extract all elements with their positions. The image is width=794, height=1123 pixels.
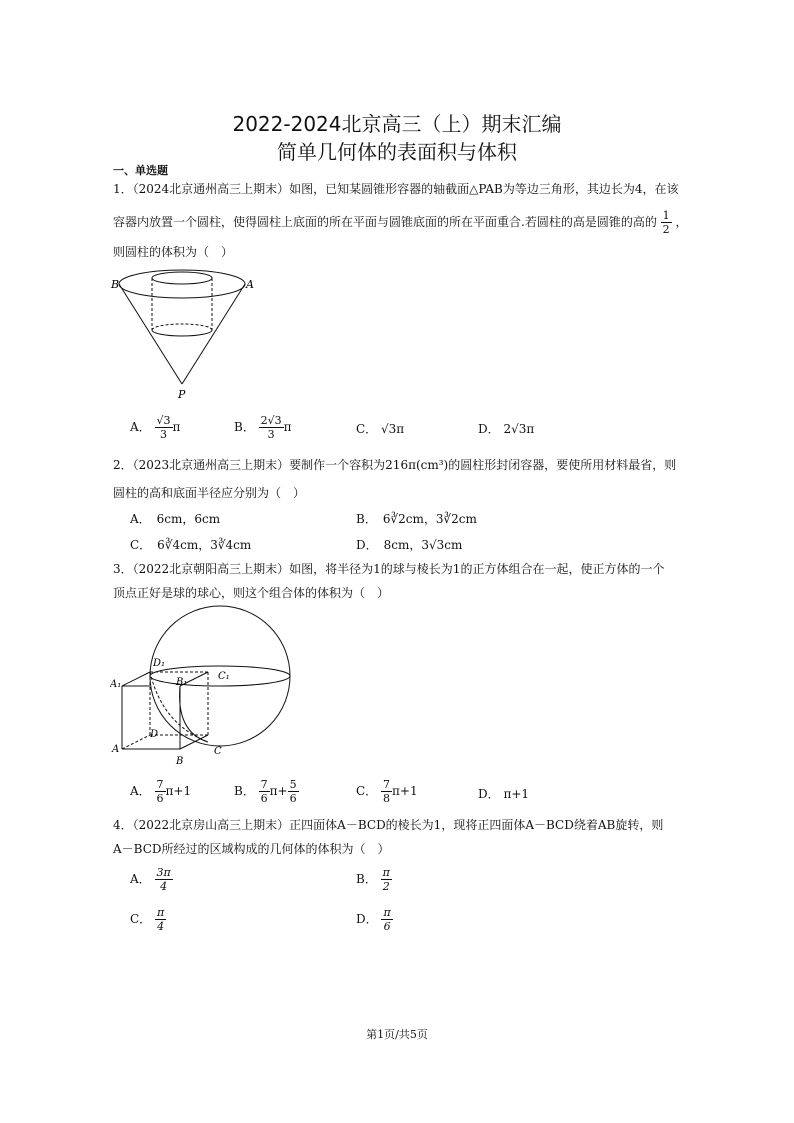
option-tail: π <box>283 420 292 434</box>
option-tail: π+1 <box>392 784 418 798</box>
label-B: B <box>111 278 120 291</box>
page-footer: 第1页/共5页 <box>366 1028 428 1041</box>
fraction-denominator: 6 <box>289 792 297 805</box>
option-label: C． <box>130 912 152 926</box>
fraction-numerator: 7 <box>260 778 268 791</box>
fraction-denominator: 6 <box>383 920 391 933</box>
fraction-denominator: 4 <box>157 920 165 933</box>
fraction-numerator: π <box>157 906 165 919</box>
q1-line-3: 则圆柱的体积为（ ） <box>113 245 234 259</box>
q2-option-d[interactable]: D． 8cm，3√3cm <box>356 538 463 552</box>
option-label: A． <box>130 420 151 434</box>
option-a-fraction <box>155 866 173 893</box>
q2-option-b[interactable]: B． 6∛2cm，3∛2cm <box>356 512 477 526</box>
option-label: D． <box>478 422 500 436</box>
option-tail: π+1 <box>165 784 192 798</box>
option-c-fraction <box>381 778 392 805</box>
label-C: C <box>214 746 222 757</box>
q3-option-d[interactable] <box>478 785 529 802</box>
fraction-denominator: 2 <box>662 223 670 236</box>
label-B1: B₁ <box>176 677 188 688</box>
label-C1: C₁ <box>218 671 230 682</box>
option-text: √3π <box>381 422 405 436</box>
title-line-1: 2022-2024北京高三（上）期末汇编 <box>232 112 562 136</box>
fraction-denominator: 2 <box>382 880 390 893</box>
q2-option-a[interactable]: A． 6cm，6cm <box>130 512 221 526</box>
option-label: D． <box>478 787 500 801</box>
q3-line-2: 顶点正好是球的球心，则这个组合体的体积为（ ） <box>113 586 390 600</box>
option-label: C． <box>356 784 378 798</box>
q1-option-a[interactable] <box>130 414 180 441</box>
option-d-fraction <box>381 906 392 933</box>
fraction-denominator: 3 <box>267 428 275 441</box>
fraction-numerator: 5 <box>289 778 297 791</box>
label-D1: D₁ <box>153 658 166 669</box>
option-text: π+1 <box>503 787 530 801</box>
label-A: A <box>246 278 254 291</box>
option-a-fraction <box>155 414 173 441</box>
option-label: C． <box>356 422 378 436</box>
option-text: 2√3π <box>503 422 535 436</box>
q3-option-b[interactable] <box>234 778 299 805</box>
option-b-fraction <box>381 866 392 893</box>
q4-line-2: A－BCD所经过的区域构成的几何体的体积为（ ） <box>113 842 390 856</box>
fraction-denominator: 6 <box>260 792 268 805</box>
fraction-numerator: √3 <box>156 414 171 427</box>
label-A: A <box>112 744 120 755</box>
q1-line-2 <box>113 209 688 236</box>
label-B: B <box>176 756 184 767</box>
fraction-numerator: 2√3 <box>260 414 282 427</box>
q2-option-c[interactable]: C． 6∛4cm，3∛4cm <box>130 538 252 552</box>
fraction-numerator: π <box>382 866 390 879</box>
option-b-fraction-1 <box>259 778 270 805</box>
label-A1: A₁ <box>110 679 122 690</box>
q1-option-d[interactable] <box>478 420 534 437</box>
label-D: D <box>150 729 159 740</box>
fraction-denominator: 8 <box>383 792 391 805</box>
q3-option-a[interactable] <box>130 778 191 805</box>
q1-line-1: 1．（2024北京通州高三上期末）如图，已知某圆锥形容器的轴截面△PAB为等边三角形，其边长为4，在该 <box>113 182 679 196</box>
option-label: B． <box>234 784 255 798</box>
option-label: B． <box>356 872 377 886</box>
title-line-2: 简单几何体的表面积与体积 <box>277 140 517 164</box>
option-b-fraction-2 <box>288 778 299 805</box>
option-label: B． <box>234 420 255 434</box>
label-P: P <box>178 388 186 401</box>
fraction-denominator: 4 <box>160 880 168 893</box>
fraction-numerator: 7 <box>156 778 164 791</box>
fraction-numerator: 7 <box>383 778 391 791</box>
option-label: D． <box>356 912 378 926</box>
q4-line-1: 4．（2022北京房山高三上期末）正四面体A－BCD的棱长为1，现将正四面体A－BCD绕着AB旋转，则 <box>113 818 664 832</box>
q1-option-b[interactable] <box>234 414 292 441</box>
option-tail: π <box>172 420 181 434</box>
q1-line-2-text: 容器内放置一个圆柱，使得圆柱上底面的所在平面与圆锥底面的所在平面重合.若圆柱的高是圆锥的高的 <box>113 215 657 229</box>
q4-option-d[interactable] <box>356 906 393 933</box>
q4-option-a[interactable] <box>130 866 173 893</box>
q2-line-1: 2．（2023北京通州高三上期末）要制作一个容积为216π(cm³)的圆柱形封闭容器，要使所用材料最省，则 <box>113 458 677 472</box>
q3-option-c[interactable] <box>356 778 418 805</box>
q3-sphere-cube-figure <box>110 604 300 774</box>
q2-line-2: 圆柱的高和底面半径应分别为（ ） <box>113 486 306 500</box>
q1-half-fraction <box>661 209 672 236</box>
option-b-fraction <box>259 414 284 441</box>
q4-option-b[interactable] <box>356 866 392 893</box>
q1-option-c[interactable] <box>356 420 404 437</box>
section-heading: 一、单选题 <box>113 164 168 177</box>
fraction-numerator: π <box>383 906 391 919</box>
q4-option-c[interactable] <box>130 906 166 933</box>
option-label: A． <box>130 872 151 886</box>
option-mid: π+ <box>269 784 288 798</box>
fraction-numerator: 1 <box>662 209 670 222</box>
q1-line-2-tail: ， <box>675 215 688 229</box>
option-c-fraction <box>155 906 166 933</box>
q3-line-1: 3．（2022北京朝阳高三上期末）如图，将半径为1的球与棱长为1的正方体组合在一起，使正方体的一个 <box>113 562 665 576</box>
fraction-numerator: 3π <box>156 866 171 879</box>
option-a-fraction <box>155 778 166 805</box>
q1-cone-figure <box>110 262 260 402</box>
fraction-denominator: 6 <box>156 792 164 805</box>
fraction-denominator: 3 <box>160 428 167 441</box>
option-label: A． <box>130 784 151 798</box>
